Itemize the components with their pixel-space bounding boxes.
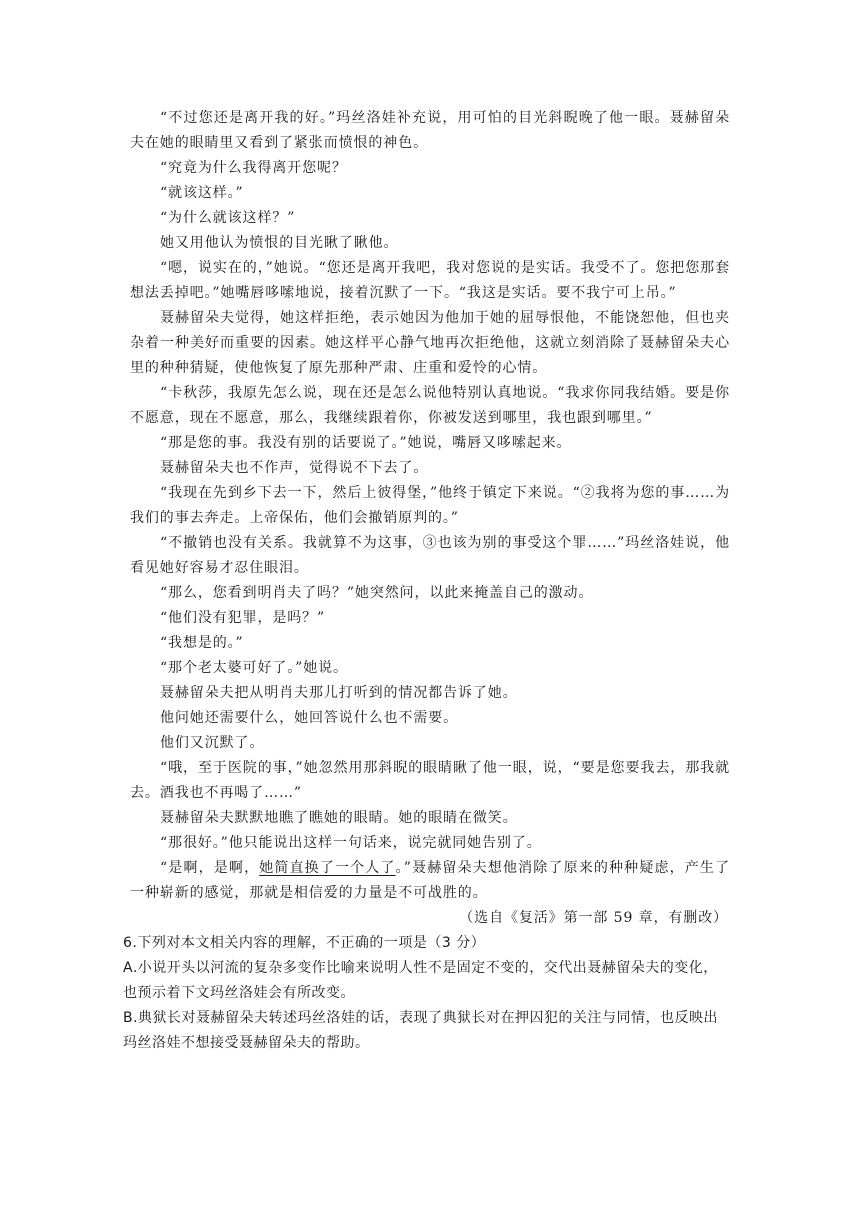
paragraph-underlined xyxy=(130,856,730,906)
paragraph: “那是您的事。我没有别的话要说了。”她说，嘴唇又哆嗦起来。 xyxy=(160,435,572,451)
paragraph: “卡秋莎，我原先怎么说，现在还是怎么说他特别认真地说。“我求你同我结婚。要是你不愿意，现在不愿意，那么，我继续跟着你，你被发送到哪里，我也跟到哪里。” xyxy=(130,385,730,426)
paragraph: “我想是的。” xyxy=(160,635,244,651)
paragraph: “就该这样。” xyxy=(160,185,244,201)
source-citation: （选自《复活》第一部 59 章，有删改） xyxy=(459,910,728,926)
text-span: 。”聂赫留朵夫想他消除了原来的种种疑虑，产生了一种崭新的感觉，那就是相信爱的力量是不可战胜的。 xyxy=(130,860,730,901)
paragraph: 聂赫留朵夫觉得，她这样拒绝，表示她因为他加于她的屈辱恨他，不能饶恕他，但也夹杂着一种美好而重要的因素。她这样平心静气地再次拒绝他，这就立刻消除了聂赫留朵夫心里的种种猜疑，使他恢复了原先那种严肃、庄重和爱怜的心情。 xyxy=(130,310,730,376)
question-stem: 6.下列对本文相关内容的理解，不正确的一项是（3 分） xyxy=(123,935,486,951)
paragraph: 她又用他认为愤恨的目光瞅了瞅他。 xyxy=(160,235,399,251)
paragraph: “不过您还是离开我的好。”玛丝洛娃补充说，用可怕的目光斜睨晚了他一眼。聂赫留朵夫在她的眼睛里又看到了紧张而愤恨的神色。 xyxy=(130,110,730,151)
paragraph: “不撤销也没有关系。我就算不为这事，③也该为别的事受这个罪……”玛丝洛娃说，他看见她好容易才忍住眼泪。 xyxy=(130,535,730,576)
paragraph: “嗯，说实在的，”她说。“您还是离开我吧，我对您说的是实话。我受不了。您把您那套想法丢掉吧。”她嘴唇哆嗦地说，接着沉默了一下。“我这是实话。要不我宁可上吊。” xyxy=(130,260,730,301)
option-b: B.典狱长对聂赫留朵夫转述玛丝洛娃的话，表现了典狱长对在押囚犯的关注与同情，也反映出玛丝洛娃不想接受聂赫留朵夫的帮助。 xyxy=(123,1010,719,1051)
paragraph: “我现在先到乡下去一下，然后上彼得堡，”他终于镇定下来说。“②我将为您的事……为我们的事去奔走。上帝保佑，他们会撤销原判的。” xyxy=(130,485,730,526)
paragraph: 聂赫留朵夫默默地瞧了瞧她的眼睛。她的眼睛在微笑。 xyxy=(160,810,518,826)
paragraph: “那么，您看到明肖夫了吗？”她突然问，以此来掩盖自己的激动。 xyxy=(160,585,594,601)
paragraph: “他们没有犯罪，是吗？” xyxy=(160,610,326,626)
paragraph: 他问她还需要什么，她回答说什么也不需要。 xyxy=(160,710,458,726)
paragraph: “为什么就该这样？” xyxy=(160,210,296,226)
paragraph: 他们又沉默了。 xyxy=(160,735,265,751)
document-content xyxy=(123,106,730,1056)
paragraph: “哦，至于医院的事，”她忽然用那斜睨的眼睛瞅了他一眼，说，“要是您要我去，那我就去。酒我也不再喝了……” xyxy=(130,760,730,801)
paragraph: “究竟为什么我得离开您呢？ xyxy=(160,160,347,176)
paragraph: “那很好。”他只能说出这样一句话来，说完就同她告别了。 xyxy=(160,835,542,851)
option-a: A.小说开头以河流的复杂多变作比喻来说明人性不是固定不变的，交代出聂赫留朵夫的变化，也预示着下文玛丝洛娃会有所改变。 xyxy=(123,960,718,1001)
underlined-phrase: 她简直换了一个人了 xyxy=(259,860,396,876)
text-span: “是啊，是啊， xyxy=(160,860,260,876)
paragraph: 聂赫留朵夫把从明肖夫那儿打听到的情况都告诉了她。 xyxy=(160,685,518,701)
paragraph: 聂赫留朵夫也不作声，觉得说不下去了。 xyxy=(160,460,429,476)
paragraph: “那个老太婆可好了。”她说。 xyxy=(160,660,348,676)
